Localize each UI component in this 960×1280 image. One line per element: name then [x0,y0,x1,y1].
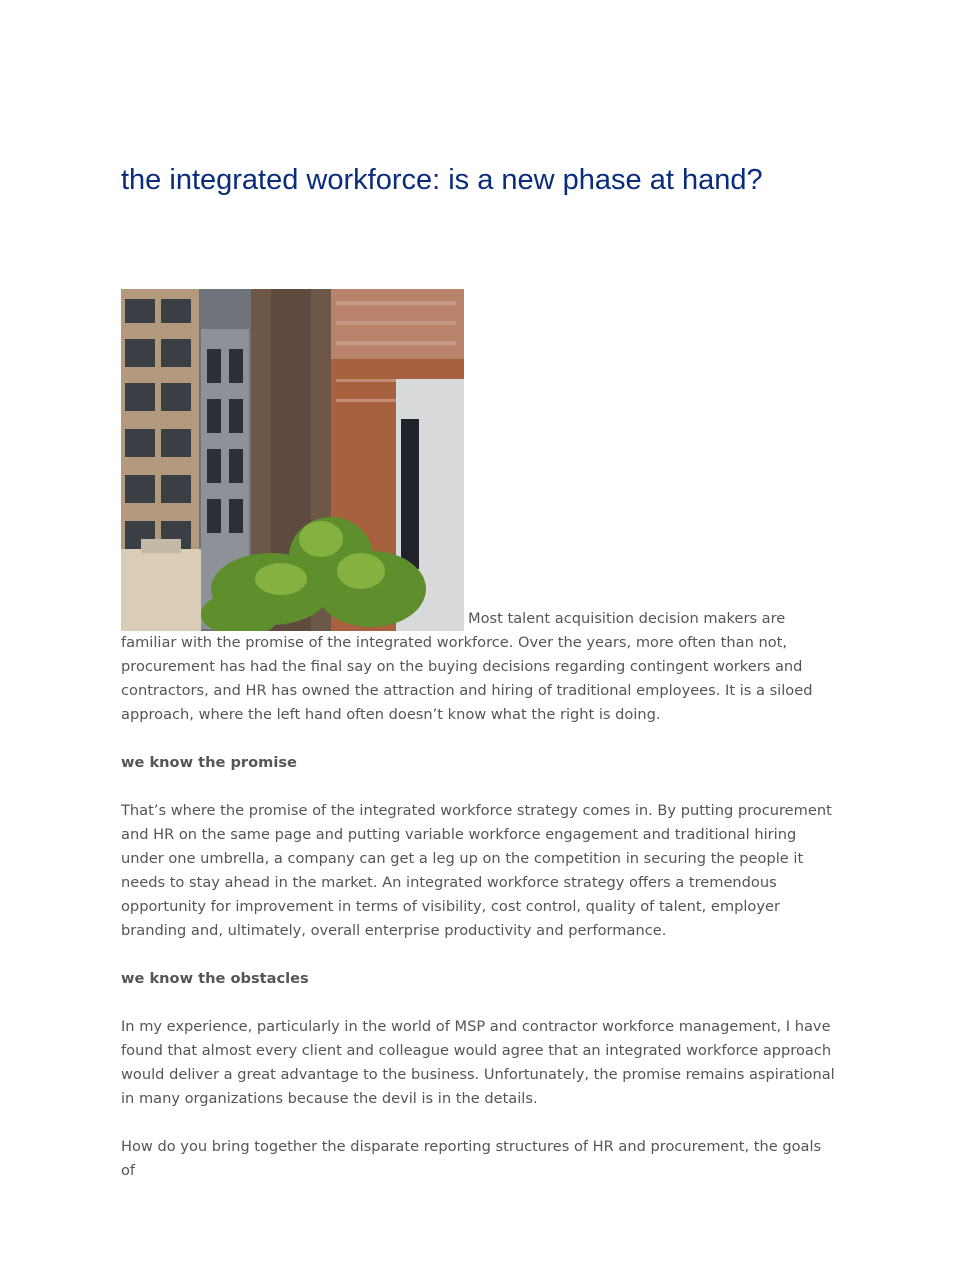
city-buildings-icon [121,289,464,631]
section-paragraph: That’s where the promise of the integrated workforce strategy comes in. By putting procurement and HR on the same page and putting variable workforce engagement and traditional hiring under one umbrella, a company can get a leg up on the competition in securing the people it needs to stay ahead in the market. An integrated workforce strategy offers a tremendous opportunity for improvement in terms of visibility, cost control, quality of talent, employer branding and, ultimately, overall enterprise productivity and performance. [121,802,832,939]
article-title: the integrated workforce: is a new phase at hand? [121,164,763,196]
article-body [121,289,837,1183]
intro-text: Most talent acquisition decision makers are familiar with the promise of the integrated workforce. Over the years, more often than not, procurement has had the final say on the buying decisions regarding contingent workers and contractors, and HR has owned the attraction and hiring of traditional employees. It is a siloed approach, where the left hand often doesn’t know what the right is doing. [121,610,813,723]
section-paragraph: In my experience, particularly in the world of MSP and contractor workforce management, I have found that almost every client and colleague would agree that an integrated workforce approach would deliver a great advantage to the business. Unfortunately, the promise remains aspirational in many organizations because the devil is in the details. [121,1018,835,1107]
section-paragraph: How do you bring together the disparate reporting structures of HR and procurement, the goals of [121,1138,822,1179]
section-heading-obstacles: we know the obstacles [121,970,309,987]
section-heading-promise: we know the promise [121,754,297,771]
city-buildings-photo [121,289,464,631]
intro-paragraph [121,289,837,727]
